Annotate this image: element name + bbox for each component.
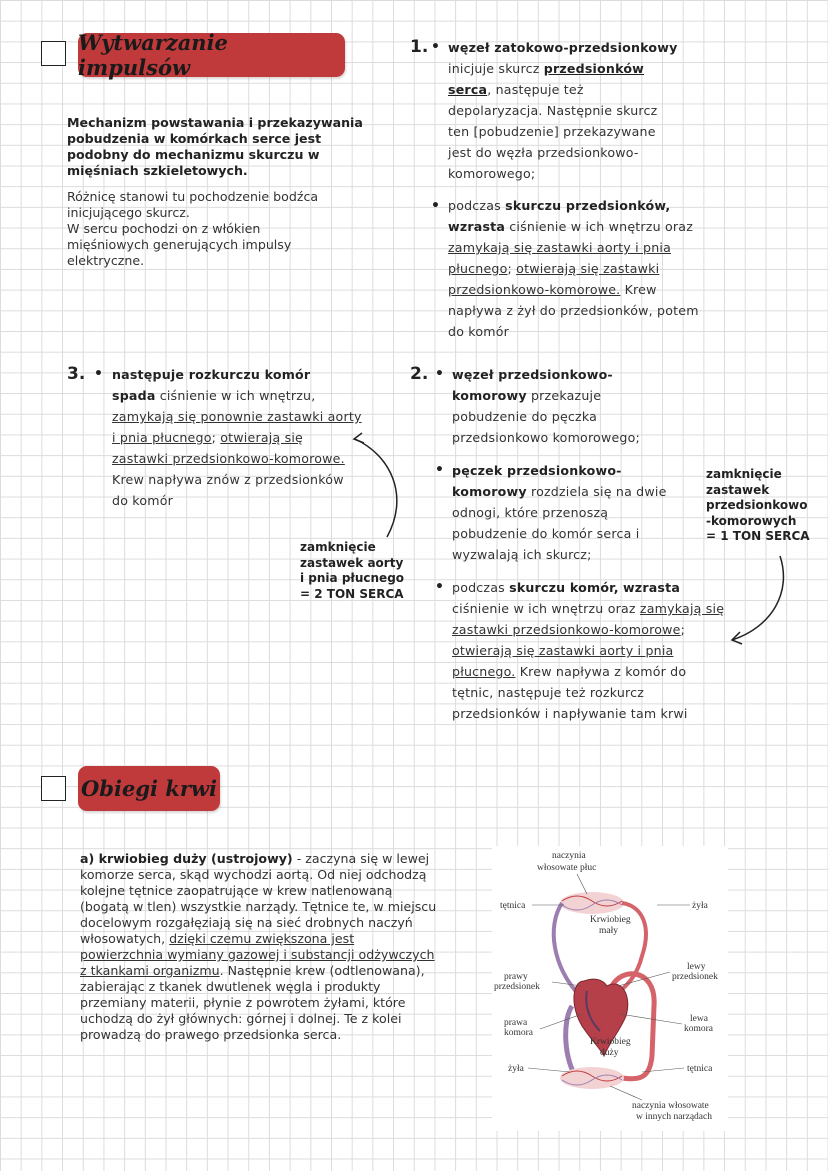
section1-title: Wytwarzanie impulsów xyxy=(78,33,345,77)
section1-checkbox[interactable] xyxy=(41,41,66,66)
step3-text: następuje rozkurczu komór spada ciśnienie w ich wnętrzu, zamykają się ponownie zastawki aorty i pnia płucnego; otwierają się zastawki przedsionkowo-komorowe. Krew napływa znów z przedsionków do komór xyxy=(112,367,362,508)
label-small-circ-1: Krwiobieg xyxy=(590,915,631,925)
step1-bullet2: podczas skurczu przedsionków, wzrasta ciśnienie w ich wnętrzu oraz zamykają się zastawki aorty i pnia płucnego; otwierają się zastawki przedsionkowo-komorowe. Krew napływa z żył do przedsionków, potem do komór xyxy=(448,198,699,339)
step3-dot: • xyxy=(94,366,103,382)
label-vein-top: żyła xyxy=(692,901,708,911)
step2-bullet2-dot: • xyxy=(435,462,444,478)
step2-bullet1: węzeł przedsionkowo-komorowy przekazuje pobudzenie do pęczka przedsionkowo komorowego; xyxy=(452,367,640,445)
difference-text: Różnicę stanowi tu pochodzenie bodźca inicjującego skurcz. W sercu pochodzi on z włókien mięśniowych generujących impulsy elektryczne. xyxy=(67,189,319,268)
step1-bullet2-dot: • xyxy=(431,198,440,214)
diagram-legend-text xyxy=(492,1140,728,1141)
label-left-atrium-1: lewy xyxy=(687,962,706,972)
organ-capillaries xyxy=(560,1067,624,1089)
label-right-ventricle-2: komora xyxy=(504,1028,534,1038)
section2-checkbox[interactable] xyxy=(41,776,66,801)
note-tone2: zamknięcie zastawek aorty i pnia płucnego = 2 TON SERCA xyxy=(300,540,405,601)
label-vein-bottom: żyła xyxy=(508,1064,524,1074)
label-lung-caps-1: naczynia xyxy=(552,851,586,861)
step1-bullet1-dot: • xyxy=(431,39,440,55)
label-artery-bottom: tętnica xyxy=(687,1064,713,1074)
arrow-tone2 xyxy=(340,425,410,545)
label-small-circ-2: mały xyxy=(599,926,618,936)
step2-bullet2: pęczek przedsionkowo-komorowy rozdziela się na dwie odnogi, które przenoszą pobudzenie do komór serca i wyzwalają ich skurcz; xyxy=(452,463,667,562)
step2-bullet1-dot: • xyxy=(435,366,444,382)
label-organ-caps-2: w innych narządach xyxy=(636,1112,712,1122)
label-right-atrium-1: prawy xyxy=(504,972,528,982)
step1-number: 1. xyxy=(410,37,429,57)
step3-number: 3. xyxy=(67,364,86,384)
step2-number: 2. xyxy=(410,364,429,384)
label-left-ventricle-1: lewa xyxy=(690,1014,708,1024)
label-right-atrium-2: przedsionek xyxy=(494,982,540,992)
label-big-circ-1: Krwiobieg xyxy=(590,1037,631,1047)
arrow-tone1 xyxy=(722,552,792,652)
section2-title: Obiegi krwi xyxy=(78,766,220,811)
label-big-circ-2: duży xyxy=(600,1048,619,1058)
label-artery-top: tętnica xyxy=(500,901,526,911)
circulation-diagram xyxy=(492,846,728,1131)
step2-bullet3: podczas skurczu komór, wzrasta ciśnienie w ich wnętrzu oraz zamykają się zastawki przedsionkowo-komorowe; otwierają się zastawki aorty i pnia płucnego. Krew napływa z komór do tętnic, następuje też rozkurcz przedsionków i napływanie tam krwi xyxy=(452,580,725,721)
label-right-ventricle-1: prawa xyxy=(504,1018,528,1028)
step1-bullet1: węzeł zatokowo-przedsionkowy inicjuje skurcz przedsionków serca, następuje też depolaryzacja. Następnie skurcz ten [pobudzenie] przekazywane jest do węzła przedsionkowo-komorowego; xyxy=(448,40,678,181)
label-lung-caps-2: włosowate płuc xyxy=(537,863,597,873)
note-tone1: zamknięcie zastawek przedsionkowo -komorowych = 1 TON SERCA xyxy=(706,467,810,543)
circulation-text: a) krwiobieg duży (ustrojowy) - zaczyna się w lewej komorze serca, skąd wychodzi aortą. Od niej odchodzą kolejne tętnice zaopatrujące w krew natlenowaną (bogatą w tlen) wszystkie narządy. Tętnice te, w miejscu docelowym rozgałęziają się na sieć drobnych naczyń włosowatych, dzięki czemu zwiększona jest powierzchnia wymiany gazowej i substancji odżywczych z tkankami organizmu. Następnie krew (odtlenowana), zabierając z tkanek dwutlenek węgla i produkty przemiany materii, płynie z powrotem żyłami, które uchodzą do żył głównych: górnej i dolnej. Te z kolei prowadzą do prawego przedsionka serca. xyxy=(80,851,437,1042)
label-left-ventricle-2: komora xyxy=(684,1024,714,1034)
step2-bullet3-dot: • xyxy=(435,579,444,595)
intro-text: Mechanizm powstawania i przekazywania pobudzenia w komórkach serce jest podobny do mechanizmu skurczu w mięśniach szkieletowych. xyxy=(67,115,363,178)
lung-capillaries xyxy=(560,892,624,914)
label-left-atrium-2: przedsionek xyxy=(672,972,718,982)
label-organ-caps-1: naczynia włosowate xyxy=(632,1101,709,1111)
